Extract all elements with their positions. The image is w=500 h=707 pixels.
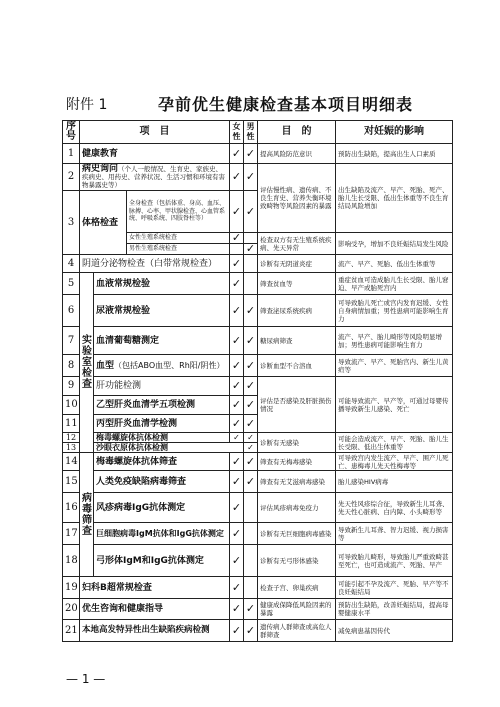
row-item: 血液常规检验 — [94, 273, 230, 295]
male-check-icon: ✓ — [244, 599, 258, 620]
row-seq: 16 — [63, 493, 80, 523]
male-check-icon: ✓ — [244, 355, 258, 377]
row-item: 肝功能检测 — [94, 377, 230, 396]
row-impact: 减免病患基因传代 — [336, 620, 453, 642]
table-row — [63, 327, 453, 355]
row-purpose: 筛查贫血等 — [258, 273, 336, 295]
table-row — [63, 453, 453, 471]
female-check-icon: ✓ — [230, 433, 244, 443]
checkup-table — [62, 120, 453, 642]
row-item: 梅毒螺旋体抗体检测 — [94, 433, 230, 443]
empty-cell — [230, 244, 244, 255]
female-check-icon: ✓ — [230, 255, 244, 273]
row-purpose: 检查双方有无生殖系统疾病、先天异常 — [258, 233, 336, 255]
row-seq: 12 — [63, 433, 80, 443]
row-purpose: 诊断血型不合溶血 — [258, 355, 336, 377]
row-seq: 2 — [63, 164, 80, 191]
female-check-icon: ✓ — [230, 599, 244, 620]
table-row — [63, 377, 453, 396]
female-check-icon: ✓ — [230, 415, 244, 433]
row-item: 尿液常规检验 — [94, 295, 230, 327]
row-item: 体格检查 — [80, 191, 127, 255]
row-impact: 流产、早产、死胎、低出生体重等 — [336, 255, 453, 273]
header-impact: 对妊娠的影响 — [336, 121, 453, 144]
row-impact: 可能会造成流产、早产、死胎、胎儿生长受限、低出生体重等 — [336, 433, 453, 453]
empty-cell — [244, 233, 258, 244]
row-impact: 可能引起不孕及流产、死胎、早产等不良妊娠结局 — [336, 577, 453, 599]
row-impact: 影响受孕，增加不良妊娠结局发生风险 — [336, 233, 453, 255]
male-check-icon: ✓ — [244, 433, 258, 443]
table-row — [63, 620, 453, 642]
row-item: 妇科B超常规检查 — [80, 577, 230, 599]
row-purpose: 评估风疹病毒免疫力 — [258, 493, 336, 523]
row-seq: 15 — [63, 471, 80, 493]
row-seq: 19 — [63, 577, 80, 599]
female-check-icon: ✓ — [230, 273, 244, 295]
table-row — [63, 545, 453, 577]
table-row — [63, 577, 453, 599]
row-purpose: 评估慢性病、遗传病、不良生育史、营养失衡环境致畸物等风险因素的暴露 — [258, 164, 336, 233]
row-item: 梅毒螺旋体抗体筛查 — [94, 453, 230, 471]
row-purpose: 遗传病人群筛查或高危人群筛查 — [258, 620, 336, 642]
table-row — [63, 255, 453, 273]
empty-cell — [244, 255, 258, 273]
row-item: 人类免疫缺陷病毒筛查 — [94, 471, 230, 493]
female-check-icon: ✓ — [230, 295, 244, 327]
row-purpose: 筛查有无艾滋病毒感染 — [258, 471, 336, 493]
male-check-icon: ✓ — [244, 327, 258, 355]
row-seq: 9 — [63, 377, 80, 396]
table-row — [63, 433, 453, 443]
row-impact: 流产、早产、胎儿畸形等风险明显增加；男性患病可能影响生育力 — [336, 327, 453, 355]
female-check-icon: ✓ — [230, 493, 244, 523]
row-item: 阴道分泌物检查（白带常规检查） — [80, 255, 230, 273]
female-check-icon: ✓ — [230, 233, 244, 244]
row-seq: 4 — [63, 255, 80, 273]
header-male: 男性 — [244, 121, 258, 144]
female-check-icon: ✓ — [230, 471, 244, 493]
document-title: 孕前优生健康检查基本项目明细表 — [158, 95, 414, 114]
row-seq: 7 — [63, 327, 80, 355]
row-purpose: 诊断有无巨细胞病毒感染 — [258, 523, 336, 545]
female-check-icon: ✓ — [230, 377, 244, 396]
row-item: 健康教育 — [80, 144, 230, 164]
header-row — [63, 121, 453, 144]
empty-cell — [244, 493, 258, 523]
row-item: 巨细胞病毒IgM抗体和IgG抗体测定 — [94, 523, 230, 545]
row-impact: 出生缺陷及流产、早产、死胎、死产、胎儿生长受限、低出生体重等不良生育结局风险增加 — [336, 164, 453, 233]
row-item — [94, 355, 230, 377]
female-check-icon: ✓ — [230, 620, 244, 642]
row-impact: 先天性风疹综合征，导致新生儿耳聋、先天性心脏病、白内障、小头畸形等 — [336, 493, 453, 523]
row-purpose: 诊断有无感染 — [258, 433, 336, 453]
row-item: 丙型肝炎血清学检测 — [94, 415, 230, 433]
male-check-icon: ✓ — [244, 471, 258, 493]
row-purpose: 检查子宫、卵巢疾病 — [258, 577, 336, 599]
row-purpose: 评估是否感染及肝脏损伤情况 — [258, 377, 336, 433]
row-subitem: 男性生殖系统检查 — [127, 244, 230, 255]
row-seq: 1 — [63, 144, 80, 164]
female-check-icon: ✓ — [244, 443, 258, 453]
row-impact: 可导致胎儿畸形，导致胎儿严重致畸甚至死亡，也可造成流产、死胎、早产 — [336, 545, 453, 577]
row-seq: 11 — [63, 415, 80, 433]
row-purpose: 筛查泌尿系统疾病 — [258, 295, 336, 327]
empty-cell — [244, 545, 258, 577]
empty-cell — [244, 577, 258, 599]
male-check-icon: ✓ — [244, 191, 258, 233]
table-row — [63, 355, 453, 377]
page-number: — 1 — — [66, 672, 106, 686]
table-row — [63, 599, 453, 620]
row-item: 弓形体IgM和IgG抗体测定 — [94, 545, 230, 577]
row-subitem: 女性生殖系统检查 — [127, 233, 230, 244]
blood-type-label: 血型 — [96, 360, 115, 371]
table-row — [63, 273, 453, 295]
row-impact: 预防出生缺陷，改善妊娠结局，提高母婴健康水平 — [336, 599, 453, 620]
empty-cell — [244, 273, 258, 295]
female-check-icon: ✓ — [230, 327, 244, 355]
row-purpose: 糖尿病筛查 — [258, 327, 336, 355]
female-check-icon: ✓ — [230, 164, 244, 191]
female-check-icon: ✓ — [230, 191, 244, 233]
female-check-icon: ✓ — [230, 144, 244, 164]
male-check-icon: ✓ — [244, 164, 258, 191]
header-item: 项 目 — [80, 121, 230, 144]
row-item — [80, 164, 230, 191]
row-item: 风疹病毒IgG抗体测定 — [94, 493, 230, 523]
row-purpose: 健康成保降低风险因素的暴露 — [258, 599, 336, 620]
male-check-icon: ✓ — [244, 415, 258, 433]
female-check-icon: ✓ — [230, 355, 244, 377]
row-purpose: 诊断有无阴道炎症 — [258, 255, 336, 273]
row-purpose: 诊断有无弓形体感染 — [258, 545, 336, 577]
male-check-icon: ✓ — [244, 244, 258, 255]
category-lab: 实验室检查 — [80, 273, 94, 453]
row-item: 优生咨询和健康指导 — [80, 599, 230, 620]
row-seq: 10 — [63, 396, 80, 415]
female-check-icon: ✓ — [230, 577, 244, 599]
row-item: 乙型肝炎血清学五项检测 — [94, 396, 230, 415]
category-disease: 病毒筛查 — [80, 453, 94, 577]
history-detail: （个人一般情况、生育史、家族史、疾病史、用药史、营养状况、生活习惯和环境有害物暴露史等） — [82, 165, 225, 189]
female-check-icon: ✓ — [230, 545, 244, 577]
row-seq: 21 — [63, 620, 80, 642]
table-row — [63, 144, 453, 164]
row-seq: 20 — [63, 599, 80, 620]
row-subitem: 全身检查（包括体重、身高、血压、脉搏、心率、甲状腺检查、心血管系统、呼吸系统、四肢脊柱等） — [127, 191, 230, 233]
table-row — [63, 164, 453, 191]
header-female: 女性 — [230, 121, 244, 144]
row-impact: 胎儿感染HIV病毒 — [336, 471, 453, 493]
row-impact: 可导致胎儿死亡或宫内发育迟缓、女性自身病情加重；男性患病可能影响生育力 — [336, 295, 453, 327]
row-seq: 13 — [63, 443, 80, 453]
row-seq: 5 — [63, 273, 80, 295]
male-check-icon: ✓ — [244, 620, 258, 642]
male-check-icon: ✓ — [244, 144, 258, 164]
row-impact: 可能导致流产、早产等，可通过母婴传播导致新生儿感染、死亡 — [336, 377, 453, 433]
blood-type-detail: （包括ABO血型、Rh阳/阴性） — [114, 360, 225, 370]
row-item: 血清葡萄糖测定 — [94, 327, 230, 355]
row-purpose: 筛查有无梅毒感染 — [258, 453, 336, 471]
female-check-icon: ✓ — [230, 523, 244, 545]
row-seq: 6 — [63, 295, 80, 327]
history-label: 病史询问 — [82, 164, 119, 174]
row-seq: 14 — [63, 453, 80, 471]
male-check-icon: ✓ — [244, 453, 258, 471]
row-item: 本地高发特异性出生缺陷疾病检测 — [80, 620, 230, 642]
table-row — [63, 493, 453, 523]
table-row — [63, 295, 453, 327]
male-check-icon: ✓ — [244, 396, 258, 415]
row-seq: 17 — [63, 523, 80, 545]
header-purpose: 目 的 — [258, 121, 336, 144]
male-check-icon: ✓ — [244, 295, 258, 327]
female-check-icon: ✓ — [230, 453, 244, 471]
table-row — [63, 471, 453, 493]
row-impact: 导致新生儿耳聋、智力迟缓、视力损害等 — [336, 523, 453, 545]
row-purpose: 提高风险防范意识 — [258, 144, 336, 164]
attachment-label: 附件 1 — [66, 97, 108, 113]
male-check-icon: ✓ — [244, 377, 258, 396]
row-impact: 可导致宫内发生流产、早产、围产儿死亡、患梅毒儿先天性梅毒等 — [336, 453, 453, 471]
female-check-icon: ✓ — [230, 396, 244, 415]
row-seq: 3 — [63, 191, 80, 255]
row-impact: 重症贫血可造成胎儿生长受限、胎儿窘迫、早产或胎死宫内 — [336, 273, 453, 295]
header-seq: 序号 — [63, 121, 80, 144]
row-impact: 预防出生缺陷，提高出生人口素质 — [336, 144, 453, 164]
row-impact: 导致流产、早产、死胎宫内、新生儿黄疸等 — [336, 355, 453, 377]
empty-cell — [244, 523, 258, 545]
table-row — [63, 523, 453, 545]
row-seq: 8 — [63, 355, 80, 377]
row-seq: 18 — [63, 545, 80, 577]
row-item: 沙眼衣原体抗体检测 — [94, 443, 244, 453]
